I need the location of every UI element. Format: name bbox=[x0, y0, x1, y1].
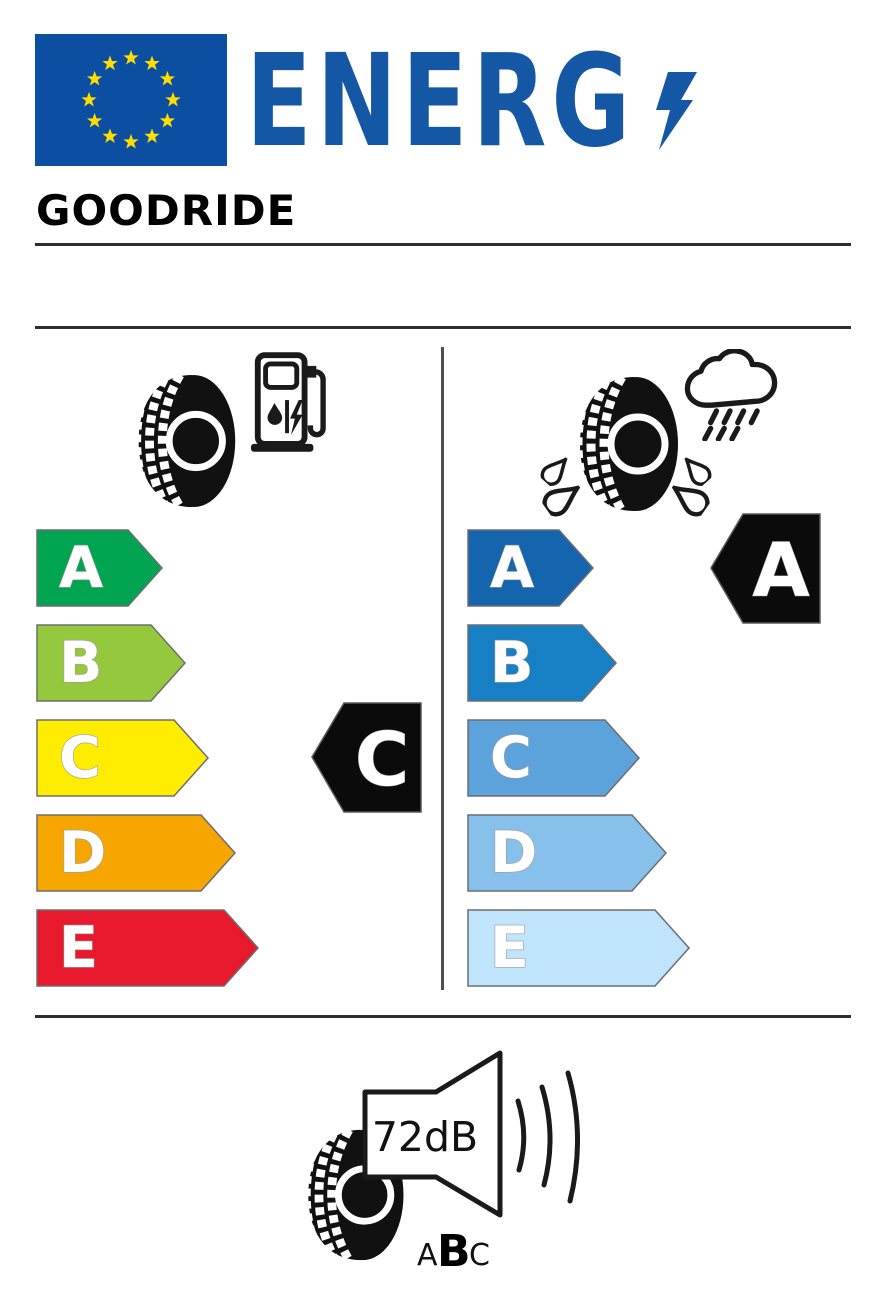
wet-rating-arrow bbox=[710, 512, 822, 625]
rain-cloud-icon bbox=[680, 349, 782, 441]
noise-class-b-active: B bbox=[437, 1226, 471, 1275]
noise-section bbox=[288, 1043, 600, 1275]
sound-waves-icon bbox=[518, 1073, 578, 1201]
noise-class-a: A bbox=[417, 1238, 438, 1273]
section-divider bbox=[441, 347, 444, 990]
rule-middle bbox=[35, 326, 851, 329]
energy-logo bbox=[246, 36, 716, 186]
fuel-grade-b-label: B bbox=[59, 630, 103, 696]
rule-bottom bbox=[35, 1015, 851, 1018]
fuel-tire-icon bbox=[128, 372, 238, 510]
fuel-grade-a-label: A bbox=[59, 535, 104, 601]
rule-top bbox=[35, 243, 851, 246]
wet-grade-b-label: B bbox=[490, 630, 534, 696]
wet-grade-c-label: C bbox=[490, 725, 532, 791]
energy-logo-text: ENERG bbox=[246, 36, 636, 176]
lightning-bolt-icon bbox=[656, 72, 697, 150]
fuel-grade-d-label: D bbox=[59, 820, 107, 886]
fuel-efficiency-scale bbox=[35, 528, 275, 990]
fuel-grade-e-label: E bbox=[59, 915, 98, 981]
eu-flag bbox=[35, 34, 227, 166]
rain-icon bbox=[705, 411, 757, 439]
wet-rating-value: A bbox=[752, 528, 810, 614]
fuel-pump-icon bbox=[249, 351, 327, 453]
noise-value: 72dB bbox=[371, 1113, 479, 1161]
fuel-rating-value: C bbox=[354, 717, 410, 803]
wet-grade-e-label: E bbox=[490, 915, 529, 981]
brand-name: GOODRIDE bbox=[36, 186, 297, 235]
wet-grade-a-label: A bbox=[490, 535, 535, 601]
fuel-rating-arrow bbox=[311, 701, 423, 814]
wet-grade-d-label: D bbox=[490, 820, 538, 886]
wet-grip-scale bbox=[466, 528, 706, 990]
fuel-grade-c-label: C bbox=[59, 725, 101, 791]
noise-class-c: C bbox=[469, 1238, 490, 1273]
